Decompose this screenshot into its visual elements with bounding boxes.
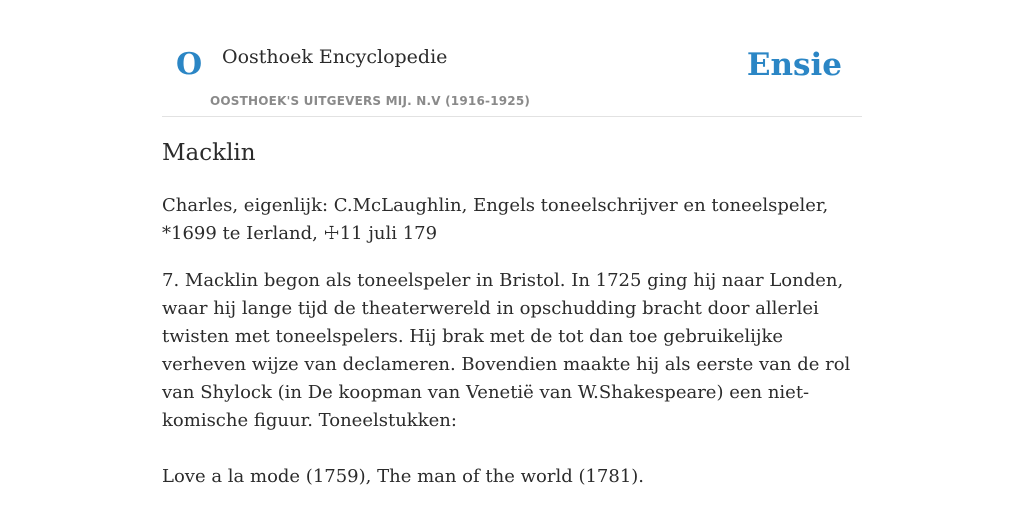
encyclopedia-title[interactable]: Oosthoek Encyclopedie xyxy=(222,46,448,68)
article-paragraph: Charles, eigenlijk: C.McLaughlin, Engels toneelschrijver en toneelspeler, *1699 te Ierland, ☩11 juli 179 xyxy=(162,195,829,244)
publisher-subtitle: OOSTHOEK'S UITGEVERS MIJ. N.V (1916-1925) xyxy=(210,94,531,108)
site-header xyxy=(162,0,862,117)
article-paragraph: 7. Macklin begon als toneelspeler in Bristol. In 1725 ging hij naar Londen, waar hij lange tijd de theaterwereld in opschudding bracht door allerlei twisten met toneelspelers. Hij brak met de tot dan toe gebruikelijke verheven wijze van declameren. Bovendien maakte hij als eerste van de rol van Shylock (in De koopman van Venetië van W.Shakespeare) een niet-komische figuur. Toneelstukken: xyxy=(162,270,851,431)
ensie-brand-link[interactable]: Ensie xyxy=(746,47,842,83)
article-paragraph: Love a la mode (1759), The man of the world (1781). xyxy=(162,466,645,487)
oosthoek-logo-icon[interactable]: O xyxy=(176,47,203,82)
page-content xyxy=(162,0,862,487)
article-title: Macklin xyxy=(162,140,256,166)
